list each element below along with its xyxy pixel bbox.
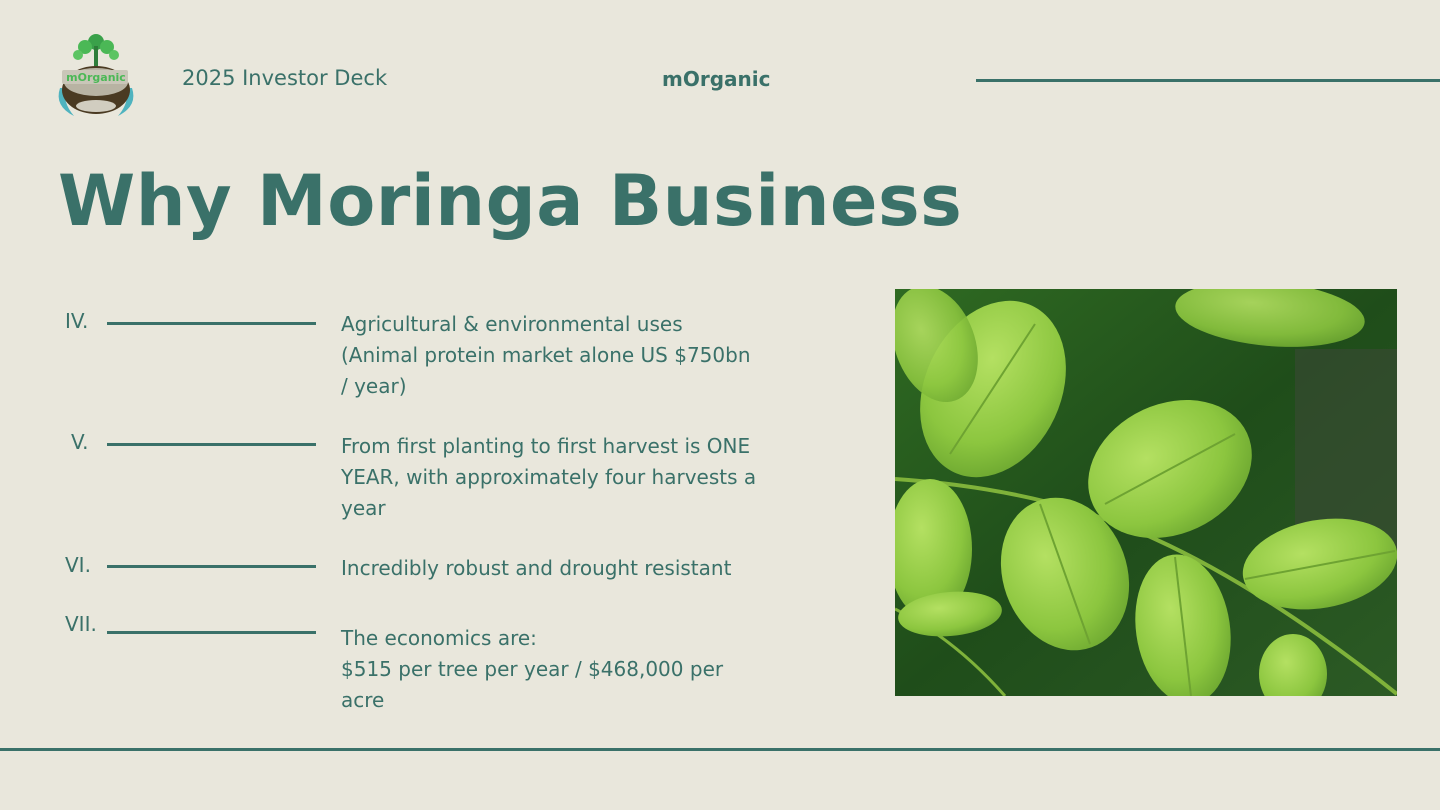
point-rule	[107, 565, 316, 568]
point-vii-text	[341, 623, 811, 716]
point-vi-text	[341, 553, 811, 584]
numeral-iv: IV.	[65, 309, 89, 333]
point-line: Incredibly robust and drought resistant	[341, 556, 732, 580]
point-rule	[107, 322, 316, 325]
page-title: Why Moringa Business	[58, 160, 963, 242]
point-line: YEAR, with approximately four harvests a	[341, 465, 757, 489]
point-rule	[107, 443, 316, 446]
point-line: acre	[341, 688, 385, 712]
point-line: / year)	[341, 374, 407, 398]
logo-text: mOrganic	[66, 71, 126, 84]
point-line: (Animal protein market alone US $750bn	[341, 343, 751, 367]
numeral-v: V.	[71, 430, 89, 454]
point-line: Agricultural & environmental uses	[341, 312, 683, 336]
point-line: $515 per tree per year / $468,000 per	[341, 657, 724, 681]
point-line: year	[341, 496, 386, 520]
point-v-text	[341, 431, 811, 524]
point-line: The economics are:	[341, 626, 537, 650]
point-line: From first planting to first harvest is ONE	[341, 434, 751, 458]
moringa-leaves-photo	[895, 289, 1397, 696]
point-iv-text	[341, 309, 811, 402]
deck-label: 2025 Investor Deck	[182, 66, 388, 90]
morganic-logo	[52, 28, 140, 120]
header-divider	[976, 79, 1440, 82]
brand-name: mOrganic	[662, 67, 771, 91]
numeral-vi: VI.	[65, 553, 91, 577]
point-rule	[107, 631, 316, 634]
numeral-vii: VII.	[65, 612, 97, 636]
footer-divider	[0, 748, 1440, 751]
